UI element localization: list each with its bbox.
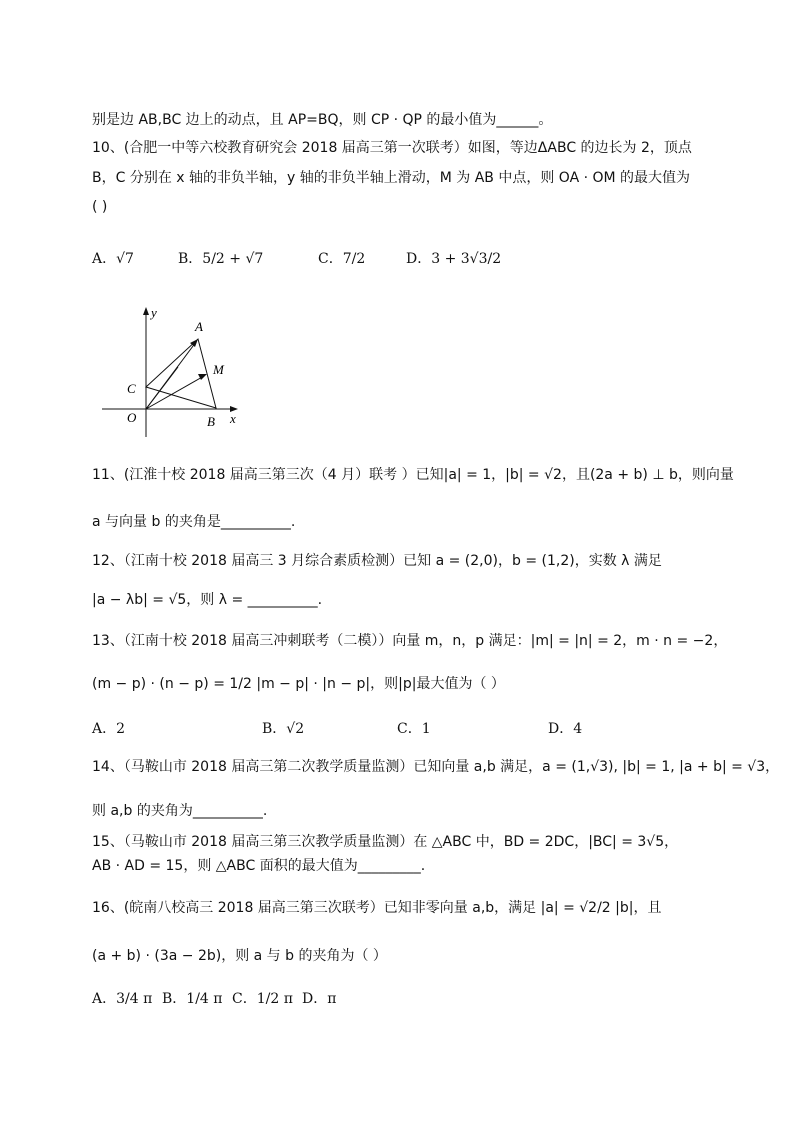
q14-line1: 14、（马鞍山市 2018 届高三第二次教学质量监测）已知向量 a,b 满足，a = (1,√3), |b| = 1, |a + b| = √3， (92, 759, 780, 775)
q10-option-a: A．√7 (92, 251, 134, 267)
q10-line3: ( ) (92, 199, 108, 215)
q10-option-c: C．7/2 (318, 251, 366, 267)
point-a-label: A (195, 319, 203, 334)
point-b-label: B (207, 414, 215, 429)
q16-option-d: D．π (302, 991, 337, 1007)
q16-line2: (a + b) · (3a − 2b)，则 a 与 b 的夹角为（ ） (92, 948, 387, 964)
q13-line2: (m − p) · (n − p) = 1/2 |m − p| · |n − p|，则|p|最大值为（ ） (92, 676, 505, 692)
q12-line2: |a − λb| = √5，则 λ = __________. (92, 592, 323, 608)
prev-question-tail: 别是边 AB,BC 边上的动点，且 AP=BQ，则 CP · QP 的最小值为______。 (92, 112, 553, 128)
point-m-label: M (213, 362, 224, 377)
q15-line2: AB · AD = 15，则 △ABC 面积的最大值为_________. (92, 858, 426, 874)
q10-line1: 10、(合肥一中等六校教育研究会 2018 届高三第一次联考）如图，等边ΔABC 的边长为 2，顶点 (92, 140, 692, 156)
q11-line1: 11、(江淮十校 2018 届高三第三次（4 月）联考 ）已知|a| = 1，|b| = √2，且(2a + b) ⊥ b，则向量 (92, 467, 734, 483)
q10-coordinate-figure (98, 305, 248, 440)
q13-option-c: C．1 (397, 721, 431, 737)
q16-option-a: A．3/4 π (92, 991, 153, 1007)
q10-option-b: B．5/2 + √7 (178, 251, 264, 267)
q10-option-d: D．3 + 3√3/2 (406, 251, 502, 267)
x-axis-label: x (230, 411, 236, 426)
y-axis-label: y (151, 305, 157, 320)
q16-line1: 16、(皖南八校高三 2018 届高三第三次联考）已知非零向量 a,b，满足 |a| = √2/2 |b|，且 (92, 900, 662, 916)
q13-line1: 13、（江南十校 2018 届高三冲刺联考（二模））向量 m，n，p 满足：|m| = |n| = 2，m · n = −2， (92, 633, 728, 649)
q16-option-b: B．1/4 π (162, 991, 223, 1007)
q13-option-d: D．4 (548, 721, 583, 737)
q13-option-b: B．√2 (262, 721, 305, 737)
point-c-label: C (127, 381, 136, 396)
q13-option-a: A．2 (92, 721, 126, 737)
q15-line1: 15、（马鞍山市 2018 届高三第三次教学质量监测）在 △ABC 中，BD = 2DC，|BC| = 3√5， (92, 834, 679, 850)
q11-line2: a 与向量 b 的夹角是__________. (92, 514, 296, 530)
origin-o-label: O (127, 410, 137, 425)
q14-line2: 则 a,b 的夹角为__________. (92, 803, 268, 819)
q10-line2: B，C 分别在 x 轴的非负半轴，y 轴的非负半轴上滑动，M 为 AB 中点，则 OA · OM 的最大值为 (92, 170, 691, 186)
q12-line1: 12、（江南十校 2018 届高三 3 月综合素质检测）已知 a = (2,0)，b = (1,2)，实数 λ 满足 (92, 553, 662, 569)
q16-option-c: C．1/2 π (232, 991, 293, 1007)
